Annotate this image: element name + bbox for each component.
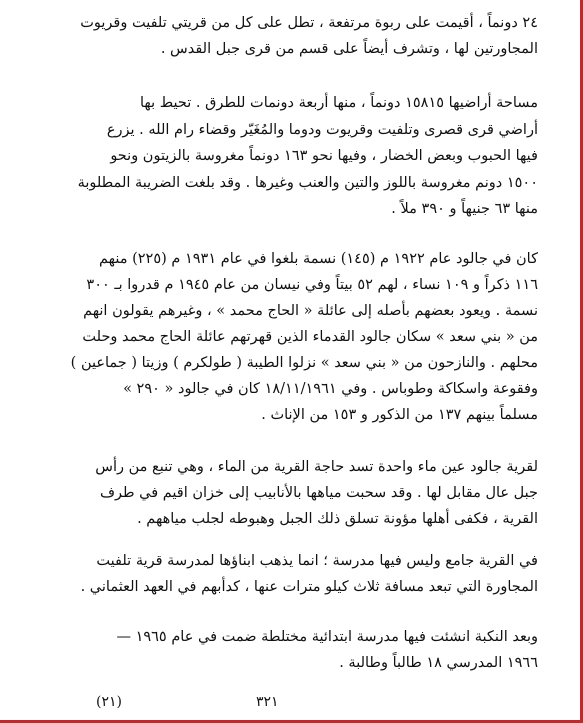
text-line: مساحة أراضيها ١٥٨١٥ دونماً ، منها أربعة دونمات للطرق . تحيط بها (139, 95, 538, 111)
paragraph-population (28, 246, 538, 428)
text-line: كان في جالود عام ١٩٢٢ م (١٤٥) نسمة بلغوا في عام ١٩٣١ م (٢٢٥) منهم (99, 251, 538, 267)
text-line: ١٥٠٠ دونم مغروسة باللوز والتين والعنب وغيرها . وقد بلغت الضريبة المطلوبة (77, 174, 538, 191)
page-footer (0, 694, 583, 714)
paragraph-location (28, 10, 538, 62)
text-line: أراضي قرى قصرى وتلفيت وقريوت ودوما والمُغَيّر وقضاء رام الله . يزرع (106, 121, 538, 138)
text-line: ٢٤ دونماً ، أقيمت على ربوة مرتفعة ، تطل على كل من قريتي تلفيت وقريوت (80, 15, 538, 31)
text-line: من « بني سعد » سكان جالود القدماء الذين قهرتهم عائلة الحاج محمد وحلت (82, 329, 538, 345)
text-line: محلهم . والنازحون من « بني سعد » نزلوا الطيبة ( طولكرم ) وزيتا ( جماعين ) (70, 355, 538, 371)
text-line: وبعد النكبة انشئت فيها مدرسة ابتدائية مختلطة ضمت في عام ١٩٦٥ — (116, 629, 538, 645)
text-line: نسمة . ويعود بعضهم بأصله إلى عائلة « الحاج محمد » ، وغيرهم يقولون انهم (83, 303, 538, 319)
paragraph-mosque-school (28, 548, 538, 600)
text-line: لقرية جالود عين ماء واحدة تسد حاجة القرية من الماء ، وهي تنبع من رأس (95, 459, 538, 475)
text-line: المجاورة التي تبعد مسافة ثلاث كيلو مترات عنها ، كدأبهم في العهد العثماني . (80, 579, 538, 595)
section-page-number: (٢١) (96, 694, 122, 710)
text-line: في القرية جامع وليس فيها مدرسة ؛ انما يذهب ابناؤها لمدرسة قرية تلفيت (96, 553, 538, 569)
text-line: القرية ، فكفى أهلها مؤونة تسلق ذلك الجبل وهبوطه لجلب مياههم . (137, 511, 538, 527)
text-line: منها ٦٣ جنيهاً و ٣٩٠ ملاً . (391, 201, 538, 217)
text-line: فيها الحبوب وبعض الخضار ، وفيها نحو ١٦٣ دونماً مغروسة بالزيتون ونحو (110, 148, 538, 164)
text-line: المجاورتين لها ، وتشرف أيضاً على قسم من قرى جبل القدس . (160, 41, 538, 57)
text-line: ١٩٦٦ المدرسي ١٨ طالباً وطالبة . (339, 655, 538, 671)
text-line: مسلماً بينهم ١٣٧ من الذكور و ١٥٣ من الإناث . (261, 407, 538, 423)
text-line: جبل عال مقابل لها . وقد سحبت مياهها بالأنابيب إلى خزان اقيم في طرف (99, 485, 538, 501)
paragraph-water-spring (28, 454, 538, 532)
paragraph-post-nakba-school (28, 624, 538, 676)
text-line: ١١٦ ذكراً و ١٠٩ نساء ، لهم ٥٢ بيتاً وفي نيسان من عام ١٩٤٥ م قدروا بـ ٣٠٠ (86, 277, 538, 293)
text-line: وفقوعة واسكاكة وطوباس . وفي ١٨/١١/١٩٦١ كان في جالود « ٢٩٠ » (123, 381, 538, 397)
page-number: ٣٢١ (256, 694, 279, 710)
paragraph-land-area (28, 90, 538, 223)
